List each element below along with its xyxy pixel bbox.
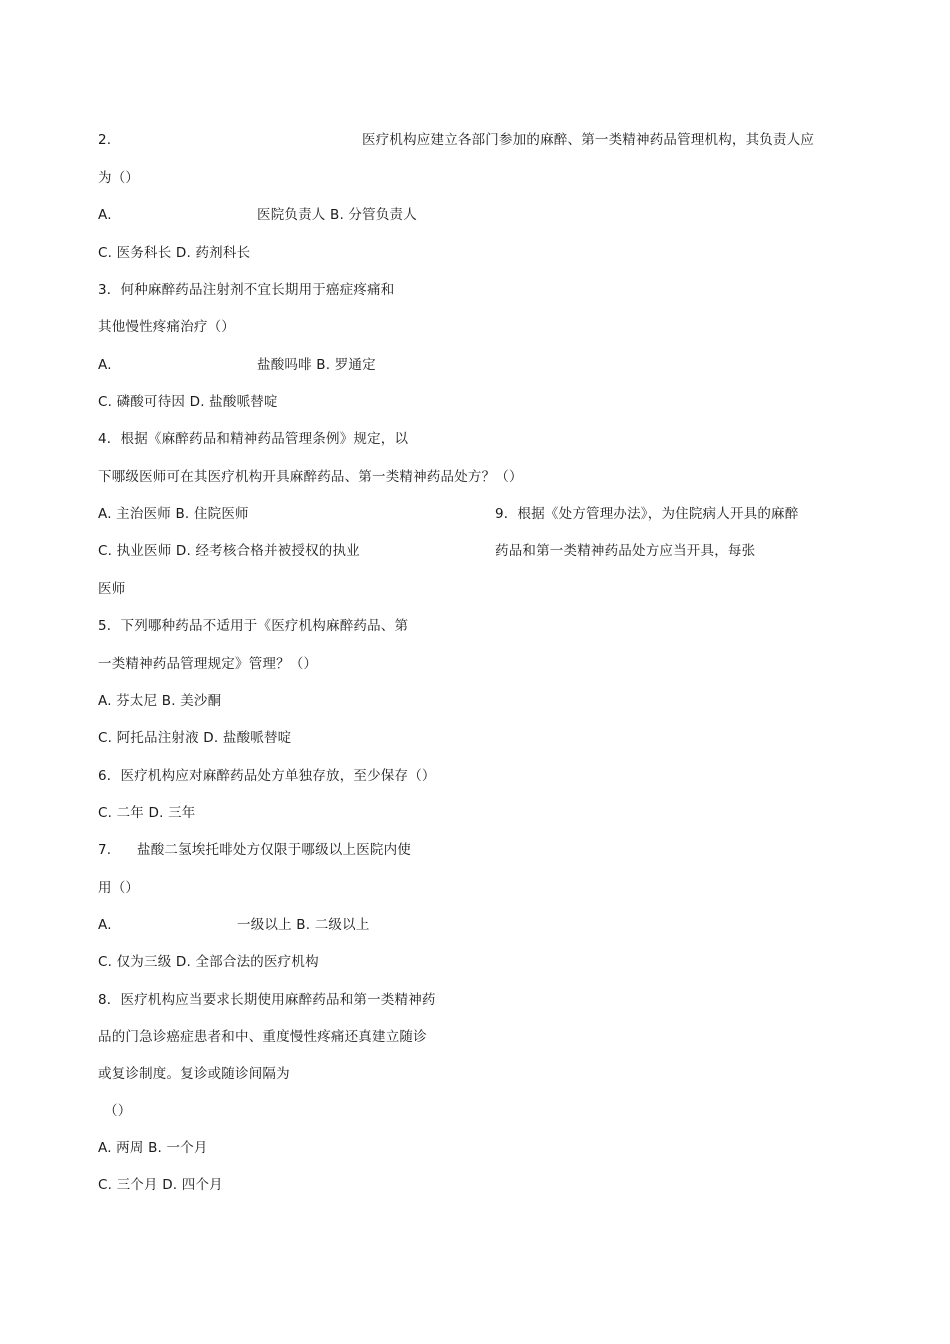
q4-option-a: A. 主治医师 B. 住院医师 bbox=[98, 506, 249, 522]
q9-text-line2: 药品和第一类精神药品处方应当开具，每张 bbox=[495, 543, 756, 559]
q6-text-line1: 6．医疗机构应对麻醉药品处方单独存放，至少保存（） bbox=[98, 768, 436, 784]
q2-text-line1: 医疗机构应建立各部门参加的麻醉、第一类精神药品管理机构，其负责人应 bbox=[362, 132, 815, 148]
q8-text-line1: 8．医疗机构应当要求长期使用麻醉药品和第一类精神药 bbox=[98, 992, 436, 1008]
q2-option-a-label: A. bbox=[98, 207, 112, 223]
q7-number: 7. bbox=[98, 842, 112, 858]
q5-option-a: A. 芬太尼 B. 美沙酮 bbox=[98, 693, 222, 709]
q3-option-a-label: A. bbox=[98, 357, 112, 373]
q7-option-c: C. 仅为三级 D. 全部合法的医疗机构 bbox=[98, 954, 319, 970]
q4-option-c-continued: 医师 bbox=[98, 581, 126, 597]
q8-text-line4: （） bbox=[104, 1103, 132, 1119]
q4-text-line2: 下哪级医师可在其医疗机构开具麻醉药品、第一类精神药品处方？（） bbox=[98, 469, 523, 485]
q5-option-c: C. 阿托品注射液 D. 盐酸哌替啶 bbox=[98, 730, 292, 746]
q2-number: 2. bbox=[98, 132, 112, 148]
q7-text-line2: 用（） bbox=[98, 880, 140, 896]
q8-text-line3: 或复诊制度。复诊或随诊间隔为 bbox=[98, 1066, 290, 1082]
q5-text-line1: 5．下列哪种药品不适用于《医疗机构麻醉药品、第 bbox=[98, 618, 409, 634]
q8-option-c: C. 三个月 D. 四个月 bbox=[98, 1177, 223, 1193]
q8-text-line2: 品的门急诊癌症患者和中、重度慢性疼痛还真建立随诊 bbox=[98, 1029, 427, 1045]
q3-option-c: C. 磷酸可待因 D. 盐酸哌替啶 bbox=[98, 394, 278, 410]
q3-option-a-text: 盐酸吗啡 B. 罗通定 bbox=[257, 357, 376, 373]
q2-text-line2: 为（） bbox=[98, 170, 140, 186]
q2-option-c: C. 医务科长 D. 药剂科长 bbox=[98, 245, 251, 261]
q2-option-a-text: 医院负责人 B. 分管负责人 bbox=[257, 207, 417, 223]
q3-text-line1: 3．何种麻醉药品注射剂不宜长期用于癌症疼痛和 bbox=[98, 282, 395, 298]
q7-option-a-text: 一级以上 B. 二级以上 bbox=[237, 917, 370, 933]
q6-option-c: C. 二年 D. 三年 bbox=[98, 805, 196, 821]
q8-option-a: A. 两周 B. 一个月 bbox=[98, 1140, 208, 1156]
q7-option-a-label: A. bbox=[98, 917, 112, 933]
q3-text-line2: 其他慢性疼痛治疗（） bbox=[98, 319, 235, 335]
q9-text-line1: 9．根据《处方管理办法》，为住院病人开具的麻醉 bbox=[495, 506, 799, 522]
q7-text-line1: 盐酸二氢埃托啡处方仅限于哪级以上医院内使 bbox=[137, 842, 411, 858]
q4-option-c: C. 执业医师 D. 经考核合格并被授权的执业 bbox=[98, 543, 360, 559]
q4-text-line1: 4．根据《麻醉药品和精神药品管理条例》规定，以 bbox=[98, 431, 409, 447]
q5-text-line2: 一类精神药品管理规定》管理？（） bbox=[98, 656, 318, 672]
